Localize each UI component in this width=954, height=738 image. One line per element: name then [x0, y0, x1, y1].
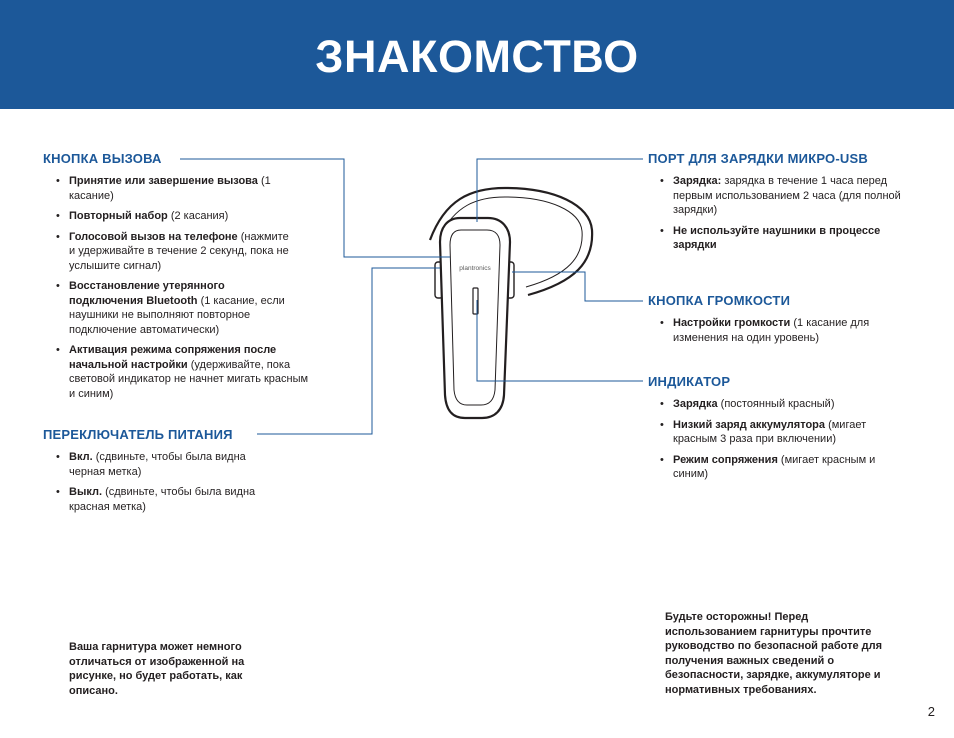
list-item: • Вкл. (сдвиньте, чтобы была видна черная метка) [43, 450, 269, 479]
call-button-list [43, 174, 313, 401]
list-item: • Выкл. (сдвиньте, чтобы была видна красная метка) [43, 485, 271, 514]
indicator-list [648, 397, 918, 482]
page-number: 2 [927, 704, 935, 719]
list-item: • Повторный набор (2 касания) [43, 209, 313, 224]
brand-logo: plantronics [459, 265, 491, 272]
leader-volume-button [512, 272, 643, 301]
power-switch-heading: ПЕРЕКЛЮЧАТЕЛЬ ПИТАНИЯ [43, 427, 233, 442]
charging-port-list [648, 174, 918, 253]
call-button-section [43, 151, 313, 407]
list-item: • Низкий заряд аккумулятора (мигает красным 3 раза при включении) [648, 418, 893, 447]
list-item: • Активация режима сопряжения после начальной настройки (удерживайте, пока световой индикатор не начнет мигать красным и синим) [43, 343, 309, 401]
note-left: Ваша гарнитура может немного отличаться от изображенной на рисунке, но будет работать, как описано. [69, 641, 245, 697]
power-switch-list [43, 450, 283, 514]
volume-button-heading: КНОПКА ГРОМКОСТИ [648, 293, 791, 308]
list-item: • Принятие или завершение вызова (1 касание) [43, 174, 313, 203]
leader-charging-port [477, 159, 643, 222]
list-item: • Восстановление утерянного подключения Bluetooth (1 касание, если наушники не выполняют повторное подключение автоматически) [43, 279, 301, 337]
indicator-section [648, 374, 918, 488]
volume-button-section [648, 293, 918, 351]
list-item: • Зарядка (постоянный красный) [648, 397, 918, 412]
charging-port-heading: ПОРТ ДЛЯ ЗАРЯДКИ МИКРО-USB [648, 151, 868, 166]
page-title: ЗНАКОМСТВО [315, 31, 639, 82]
note-right: Будьте осторожны! Перед использованием гарнитуры прочтите руководство по безопасной работе для получения важных сведений о безопасности, зарядке, аккумуляторе и нормативных требованиях. [665, 611, 883, 696]
call-button-heading: КНОПКА ВЫЗОВА [43, 151, 162, 166]
indicator-heading: ИНДИКАТОР [648, 374, 731, 389]
list-item: • Не используйте наушники в процессе зарядки [648, 224, 911, 253]
charging-port-section [648, 151, 918, 259]
list-item: • Голосовой вызов на телефоне (нажмите и удерживайте в течение 2 секунд, пока не услышите сигнал) [43, 230, 297, 274]
list-item: • Режим сопряжения (мигает красным и синим) [648, 453, 895, 482]
list-item: • Настройки громкости (1 касание для изменения на один уровень) [648, 316, 903, 345]
list-item: • Зарядка: зарядка в течение 1 часа перед первым использованием 2 часа (для полной зарядки) [648, 174, 901, 218]
volume-button-list [648, 316, 918, 345]
power-switch-section [43, 427, 283, 520]
